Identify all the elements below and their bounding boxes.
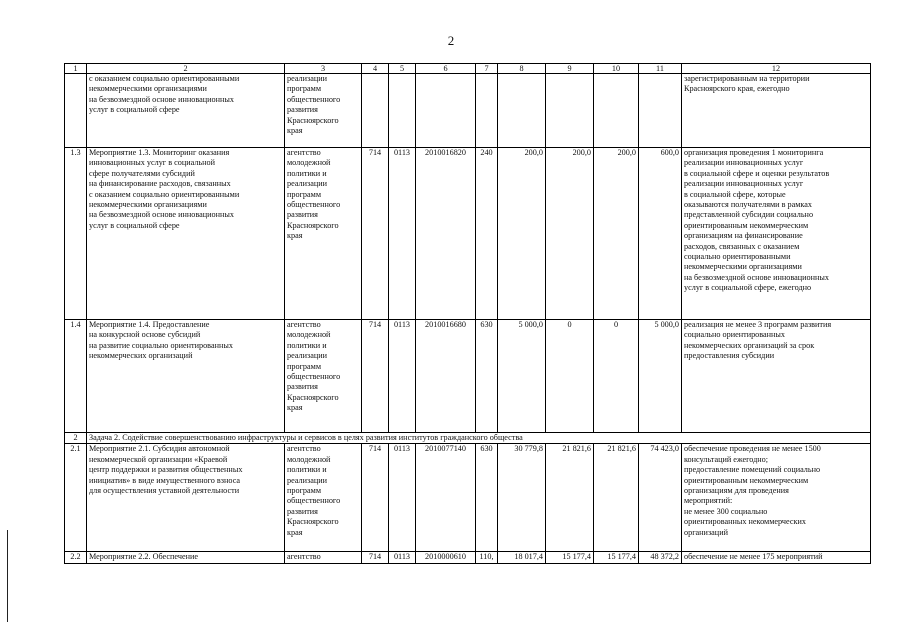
agency-cell: агентство молодежной политики и реализации программ общественного развития Красноярского края xyxy=(285,444,362,552)
row-number: 2.1 xyxy=(65,444,87,552)
table-row xyxy=(65,444,871,552)
header-cell: 3 xyxy=(285,64,362,74)
measure-name: Мероприятие 2.2. Обеспечение xyxy=(87,552,285,563)
gr-code: 714 xyxy=(362,552,389,563)
gr-code: 714 xyxy=(362,148,389,320)
table-row xyxy=(65,552,871,563)
header-cell: 1 xyxy=(65,64,87,74)
task-row xyxy=(65,433,871,444)
section-code: 0113 xyxy=(389,552,416,563)
margin-line xyxy=(7,530,8,622)
header-cell: 6 xyxy=(416,64,476,74)
task-title: Задача 2. Содействие совершенствованию инфраструктуры и сервисов в целях развития институтов гражданского общества xyxy=(87,433,871,444)
amount-year-2: 15 177,4 xyxy=(546,552,594,563)
amount-total: 5 000,0 xyxy=(639,320,682,433)
program-table xyxy=(64,63,871,564)
amount-total: 48 372,2 xyxy=(639,552,682,563)
expense-type: 240 xyxy=(476,148,498,320)
header-cell: 11 xyxy=(639,64,682,74)
header-cell: 10 xyxy=(594,64,639,74)
header-cell: 7 xyxy=(476,64,498,74)
expense-type: 630 xyxy=(476,444,498,552)
page-number: 2 xyxy=(447,33,455,48)
row-number: 2 xyxy=(65,433,87,444)
result-cell: обеспечение проведения не менее 1500 консультаций ежегодно; предоставление помещений социально ориентированным некоммерческим организациям для проведения мероприятий: не менее 300 социально ориентированных некоммерческих организаций xyxy=(682,444,871,552)
measure-name: с оказанием социально ориентированными некоммерческими организациями на безвозмездной основе инновационных услуг в социальной сфере xyxy=(87,74,285,148)
header-cell: 5 xyxy=(389,64,416,74)
amount-year-1: 30 779,8 xyxy=(498,444,546,552)
result-cell: обеспечение не менее 175 мероприятий xyxy=(682,552,871,563)
amount-year-2: 0 xyxy=(546,320,594,433)
target-code: 2010077140 xyxy=(416,444,476,552)
header-cell: 12 xyxy=(682,64,871,74)
amount-year-2: 21 821,6 xyxy=(546,444,594,552)
measure-name: Мероприятие 1.3. Мониторинг оказания инновационных услуг в социальной сфере получателями субсидий на финансирование расходов, связанных с оказанием социально ориентированными некоммерческими организациями на безвозмездной основе инновационных услуг в социальной сфере xyxy=(87,148,285,320)
amount-year-3: 21 821,6 xyxy=(594,444,639,552)
gr-code: 714 xyxy=(362,444,389,552)
target-code: 2010000610 xyxy=(416,552,476,563)
table-row xyxy=(65,148,871,320)
header-cell: 9 xyxy=(546,64,594,74)
expense-type: 110, xyxy=(476,552,498,563)
row-number: 2.2 xyxy=(65,552,87,563)
amount-year-3: 200,0 xyxy=(594,148,639,320)
target-code: 2010016820 xyxy=(416,148,476,320)
result-cell: зарегистрированным на территории Красноярского края, ежегодно xyxy=(682,74,871,148)
row-number: 1.3 xyxy=(65,148,87,320)
amount-year-3: 0 xyxy=(594,320,639,433)
table-row xyxy=(65,320,871,433)
section-code: 0113 xyxy=(389,320,416,433)
agency-cell: агентство xyxy=(285,552,362,563)
header-cell: 2 xyxy=(87,64,285,74)
amount-total: 600,0 xyxy=(639,148,682,320)
gr-code: 714 xyxy=(362,320,389,433)
amount-year-2: 200,0 xyxy=(546,148,594,320)
agency-cell: агентство молодежной политики и реализации программ общественного развития Красноярского края xyxy=(285,148,362,320)
amount-year-3: 15 177,4 xyxy=(594,552,639,563)
result-cell: организация проведения 1 мониторинга реализации инновационных услуг в социальной сфере и оценки результатов реализации инновационных услуг в социальной сфере, которые оказываются получателями в рамках представленной субсидии социально ориентированным некоммерческим организациям на финансирование расходов, связанных с оказанием социально ориентированными некоммерческими организациями на безвозмездной основе инновационных услуг в социальной сфере, ежегодно xyxy=(682,148,871,320)
measure-name: Мероприятие 2.1. Субсидия автономной некоммерческой организации «Краевой центр поддержки и развития общественных инициатив» в виде имущественного взноса для осуществления уставной деятельности xyxy=(87,444,285,552)
amount-year-1: 200,0 xyxy=(498,148,546,320)
expense-type: 630 xyxy=(476,320,498,433)
header-cell: 8 xyxy=(498,64,546,74)
section-code: 0113 xyxy=(389,148,416,320)
result-cell: реализация не менее 3 программ развития социально ориентированных некоммерческих организаций за срок предоставления субсидии xyxy=(682,320,871,433)
amount-year-1: 5 000,0 xyxy=(498,320,546,433)
amount-year-1: 18 017,4 xyxy=(498,552,546,563)
column-header-row xyxy=(65,64,871,74)
header-cell: 4 xyxy=(362,64,389,74)
section-code: 0113 xyxy=(389,444,416,552)
table-row xyxy=(65,74,871,148)
agency-cell: агентство молодежной политики и реализации программ общественного развития Красноярского края xyxy=(285,320,362,433)
agency-cell: реализации программ общественного развития Красноярского края xyxy=(285,74,362,148)
target-code: 2010016680 xyxy=(416,320,476,433)
amount-total: 74 423,0 xyxy=(639,444,682,552)
row-number: 1.4 xyxy=(65,320,87,433)
measure-name: Мероприятие 1.4. Предоставление на конкурсной основе субсидий на развитие социально ориентированных некоммерческих организаций xyxy=(87,320,285,433)
